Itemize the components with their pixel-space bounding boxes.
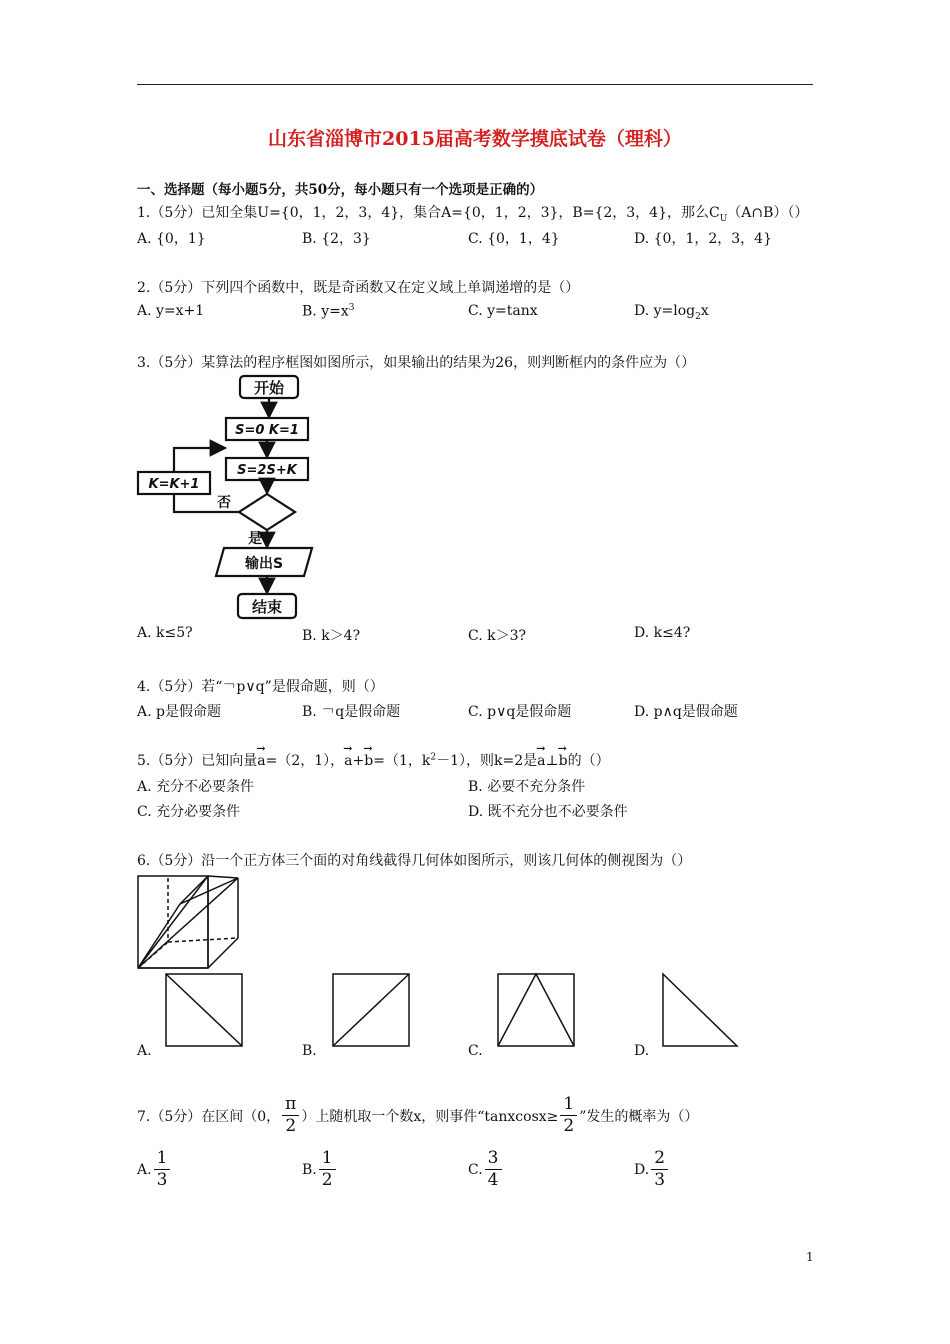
- q2-option-c[interactable]: C. y=tanx: [468, 303, 538, 319]
- q5-option-b[interactable]: B. 必要不充分条件: [468, 779, 586, 795]
- q5-option-c[interactable]: C. 充分必要条件: [137, 804, 241, 820]
- q7-option-c[interactable]: C. $\frac{3}{4}$: [468, 1150, 504, 1189]
- flow-start-label: 开始: [253, 379, 285, 397]
- page-title: 山东省淄博市2015届高考数学摸底试卷（理科）: [268, 128, 682, 150]
- q7-option-d[interactable]: D. $\frac{2}{3}$: [634, 1150, 670, 1189]
- question-3-stem: 3.（5分）某算法的程序框图如图所示，如果输出的结果为26，则判断框内的条件应为（）: [137, 355, 696, 371]
- q3-option-b[interactable]: B. k＞4?: [302, 628, 361, 644]
- page-number: 1: [806, 1250, 814, 1264]
- q4-option-c[interactable]: C. p∨q是假命题: [468, 704, 572, 720]
- cube-solid-figure: [136, 874, 242, 970]
- q6-option-d[interactable]: D.: [634, 1043, 650, 1059]
- question-5-stem: 5.（5分）已知向量→ a=（2，1），→ a+→ b=（1，$k^2-1$），则k=2是→ a⊥→ b的（）: [137, 750, 610, 770]
- question-6-stem: 6.（5分）沿一个正方体三个面的对角线截得几何体如图所示，则该几何体的侧视图为（）: [137, 853, 692, 869]
- q5-option-a[interactable]: A. 充分不必要条件: [137, 779, 255, 795]
- flow-no-label: 否: [217, 495, 231, 511]
- q1-option-b[interactable]: B. {2，3}: [302, 231, 371, 247]
- q2-option-b[interactable]: B. $y=x^3$: [302, 303, 355, 320]
- q6-figure-b[interactable]: [331, 972, 411, 1048]
- question-2-stem: 2.（5分）下列四个函数中，既是奇函数又在定义域上单调递增的是（）: [137, 280, 580, 296]
- q5-option-d[interactable]: D. 既不充分也不必要条件: [468, 804, 628, 820]
- q3-option-d[interactable]: D. k≤4?: [634, 625, 691, 641]
- section-heading: 一、选择题（每小题5分，共50分，每小题只有一个选项是正确的）: [137, 182, 544, 198]
- q4-option-d[interactable]: D. p∧q是假命题: [634, 704, 738, 720]
- q4-option-b[interactable]: B. ￢q是假命题: [302, 704, 401, 720]
- q6-figure-d[interactable]: [661, 972, 741, 1048]
- flow-output-label: 输出S: [244, 556, 284, 572]
- q7-one-half: $\frac{1}{2}$: [560, 1096, 577, 1135]
- flow-update-label: S=2S+K: [237, 463, 297, 478]
- q3-option-a[interactable]: A. k≤5?: [137, 625, 193, 641]
- q7-option-b[interactable]: B. $\frac{1}{2}$: [302, 1150, 338, 1189]
- q3-option-c[interactable]: C. k＞3?: [468, 628, 527, 644]
- q6-option-c[interactable]: C.: [468, 1043, 483, 1059]
- flow-decision-diamond: [239, 494, 295, 530]
- q2-option-a[interactable]: A. y=x+1: [137, 303, 205, 319]
- q6-figure-c[interactable]: [496, 972, 576, 1048]
- flow-end-label: 结束: [251, 598, 283, 616]
- flow-yes-label: 是: [248, 531, 262, 547]
- flow-incr-label: K=K+1: [148, 477, 200, 492]
- q1-option-a[interactable]: A. {0，1}: [137, 231, 206, 247]
- q4-option-a[interactable]: A. p是假命题: [137, 704, 221, 720]
- header-rule: [137, 84, 813, 85]
- q7-pi-over-2: $\frac{\pi}{2}$: [282, 1096, 299, 1135]
- q6-option-a[interactable]: A.: [137, 1043, 152, 1059]
- q1-option-c[interactable]: C. {0，1，4}: [468, 231, 560, 247]
- q7-option-a[interactable]: A. $\frac{1}{3}$: [137, 1150, 172, 1189]
- q6-figure-a[interactable]: [164, 972, 244, 1048]
- flow-init-label: S=0 K=1: [235, 423, 299, 438]
- q1-option-d[interactable]: D. {0，1，2，3，4}: [634, 231, 772, 247]
- question-4-stem: 4.（5分）若“￢p∨q”是假命题，则（）: [137, 679, 384, 695]
- flowchart-figure: [134, 372, 324, 622]
- question-1-stem: 1.（5分）已知全集U={0，1，2，3，4}，集合A={0，1，2，3}，B={2，3，4}，那么$C_U(A\cap B)()$: [137, 205, 809, 224]
- q6-option-b[interactable]: B.: [302, 1043, 317, 1059]
- q2-option-d[interactable]: D. $y=\log_2x$: [634, 303, 709, 322]
- question-7-stem: 7.（5分）在区间（0， $\frac{\pi}{2}$ ）上随机取一个数x，则事件“tanxcosx≥ $\frac{1}{2}$ ”发生的概率为（）: [137, 1094, 699, 1136]
